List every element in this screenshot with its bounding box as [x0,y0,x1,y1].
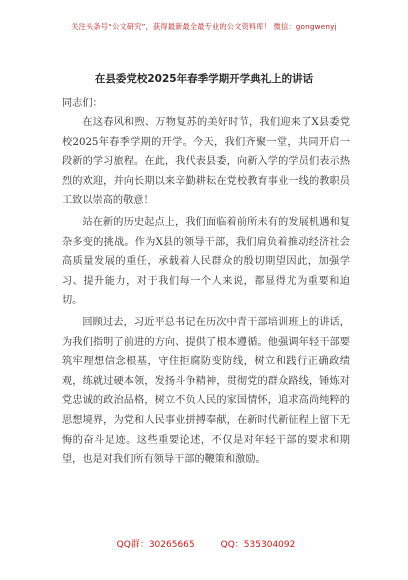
footer-qq: QQ：535304092 [220,540,296,550]
paragraph-2: 站在新的历史起点上，我们面临着前所未有的发展机遇和复杂多变的挑战。作为X县的领导干部，我们肩负着推动经济社会高质量发展的重任，承载着人民群众的殷切期望因此，加强学习、提升能力，对于我们每一个人来说，都显得尤为重要和迫切。 [62,216,350,307]
paragraph-3: 回顾过去，习近平总书记在历次中青干部培训班上的讲话，为我们指明了前进的方向、提供了根本遵循。他强调年轻干部要筑牢理想信念根基，守住拒腐防变防线，树立和践行正确政绩观，练就过硬本领，发扬斗争精神，贯彻党的群众路线，锤炼对党忠诚的政治品格，树立不负人民的家国情怀，追求高尚纯粹的思想境界，为党和人民事业拼搏奉献，在新时代新征程上留下无悔的奋斗足迹。这些重要论述，不仅是对年轻干部的要求和期望，也是对我们所有领导干部的鞭策和激励。 [62,316,350,466]
salutation: 同志们： [62,98,103,109]
footer-contact [62,537,350,550]
header-promo-note: 关注头条号“公文研究”，获得最新最全最专业的公文资料库！ 微信：gongwenyj [71,22,337,31]
document-title: 在县委党校2025年春季学期开学典礼上的讲话 [94,73,314,85]
document-body [62,113,350,472]
paragraph-1: 在这春风和煦、万物复苏的美好时节，我们迎来了X县委党校2025年春季学期的开学。今天，我们齐聚一堂，共同开启一段新的学习旅程。在此，我代表县委，向新入学的学员们表示热烈的欢迎，并向长期以来辛勤耕耘在党校教育事业一线的教职员工致以崇高的敬意！ [62,117,350,207]
footer-qq-group: QQ群：30265665 [116,540,195,550]
